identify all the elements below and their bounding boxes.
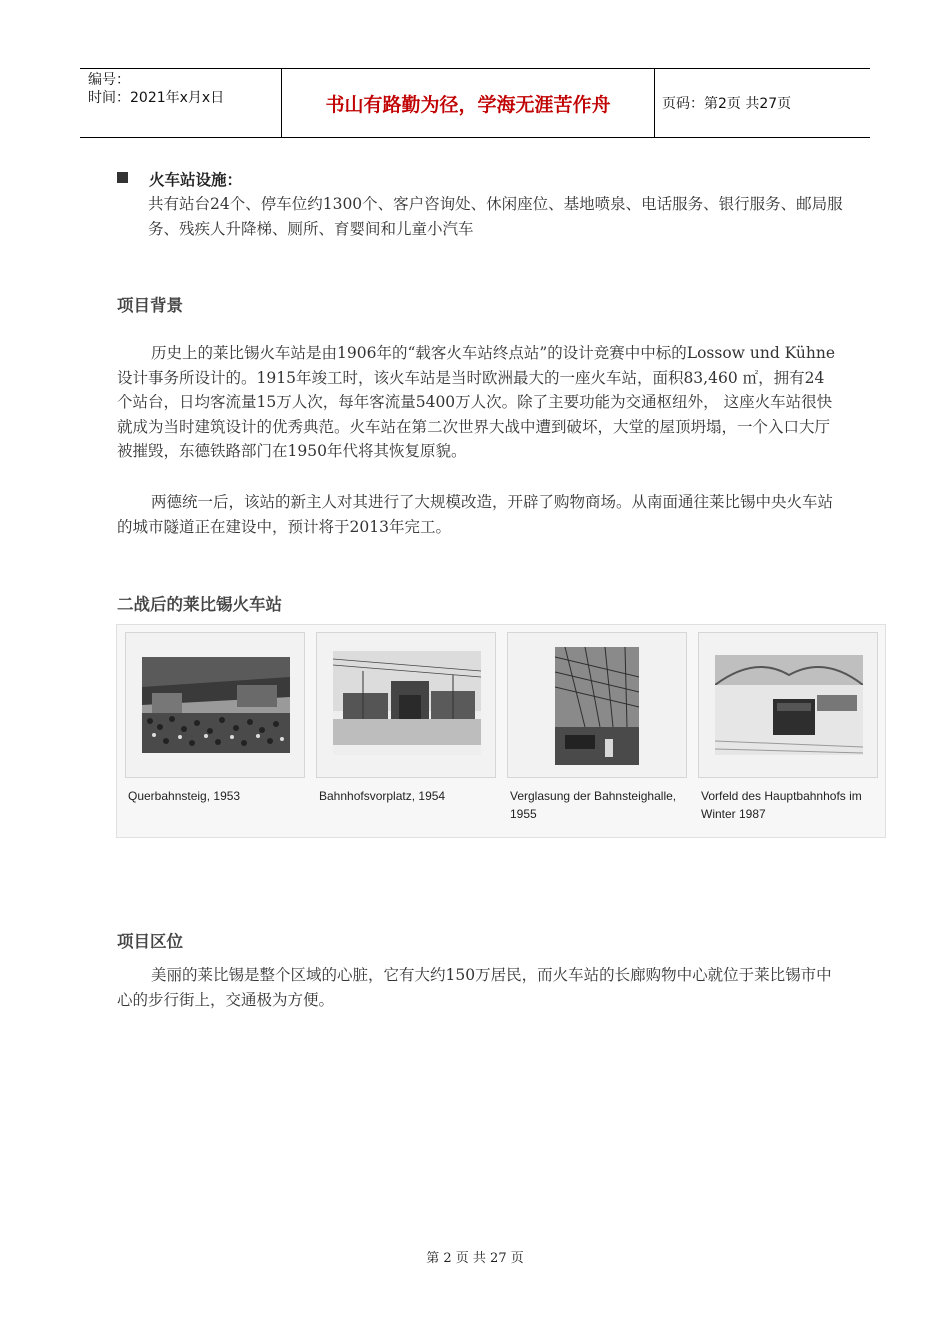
background-paragraph-2: 两德统一后，该站的新主人对其进行了大规模改造，开辟了购物商场。从南面通往莱比锡中央火车站的城市隧道正在建设中，预计将于2013年完工。: [117, 493, 834, 536]
location-heading: 项目区位: [117, 932, 183, 951]
page-footer: 第 2 页 共 27 页: [426, 1251, 524, 1266]
photo-thumbnail[interactable]: [698, 632, 878, 778]
gallery-item[interactable]: [316, 632, 496, 830]
photo-gallery: [116, 624, 886, 838]
crowd-platform-photo: [142, 657, 290, 753]
facilities-text: 共有站台24个、停车位约1300个、客户咨询处、休闲座位、基地喷泉、电话服务、银行服务、邮局服务、残疾人升降梯、厕所、育婴间和儿童小汽车: [148, 195, 843, 238]
header-page-info: 页码：第2页 共27页: [662, 96, 792, 112]
winter-apron-photo: [715, 655, 863, 755]
postwar-heading: 二战后的莱比锡火车站: [117, 595, 282, 614]
photo-caption: Bahnhofsvorplatz, 1954: [319, 789, 446, 803]
page-header: [80, 68, 870, 138]
gallery-item[interactable]: [698, 632, 878, 830]
photo-caption: Querbahnsteig, 1953: [128, 789, 241, 803]
header-motto: 书山有路勤为径，学海无涯苦作舟: [325, 93, 611, 116]
station-forecourt-photo: [333, 651, 481, 755]
background-paragraph-1: 历史上的莱比锡火车站是由1906年的“载客火车站终点站”的设计竞赛中中标的Lossow und Kühne设计事务所设计的。1915年竣工时，该火车站是当时欧洲最大的一座火车站，面积83,460 ㎡，拥有24个站台，日均客流量15万人次，每年客流量5400万人次。除了主要功能为交通枢纽外， 这座火车站很快就成为当时建筑设计的优秀典范。火车站在第二次世界大战中遭到破坏，大堂的屋顶坍塌，一个入口大厅被摧毁，东德铁路部门在1950年代将其恢复原貌。: [117, 344, 836, 460]
photo-caption: Verglasung der Bahnsteighalle, 1955: [510, 789, 677, 821]
gallery-item[interactable]: [507, 632, 687, 830]
platform-hall-photo: [555, 647, 639, 765]
photo-thumbnail[interactable]: [125, 632, 305, 778]
facilities-title: 火车站设施：: [149, 171, 243, 189]
photo-caption: Vorfeld des Hauptbahnhofs im Winter 1987: [701, 789, 862, 821]
header-meta: [88, 71, 224, 107]
location-paragraph: 美丽的莱比锡是整个区域的心脏，它有大约150万居民，而火车站的长廊购物中心就位于莱比锡市中心的步行街上，交通极为方便。: [117, 966, 832, 1009]
photo-thumbnail[interactable]: [507, 632, 687, 778]
background-heading: 项目背景: [117, 296, 183, 315]
square-bullet-icon: [117, 172, 128, 183]
number-label: 编号：: [88, 72, 130, 88]
date-line: 时间：2021年x月x日: [88, 90, 225, 106]
gallery-item[interactable]: [125, 632, 305, 830]
header-divider: [654, 69, 655, 137]
photo-thumbnail[interactable]: [316, 632, 496, 778]
